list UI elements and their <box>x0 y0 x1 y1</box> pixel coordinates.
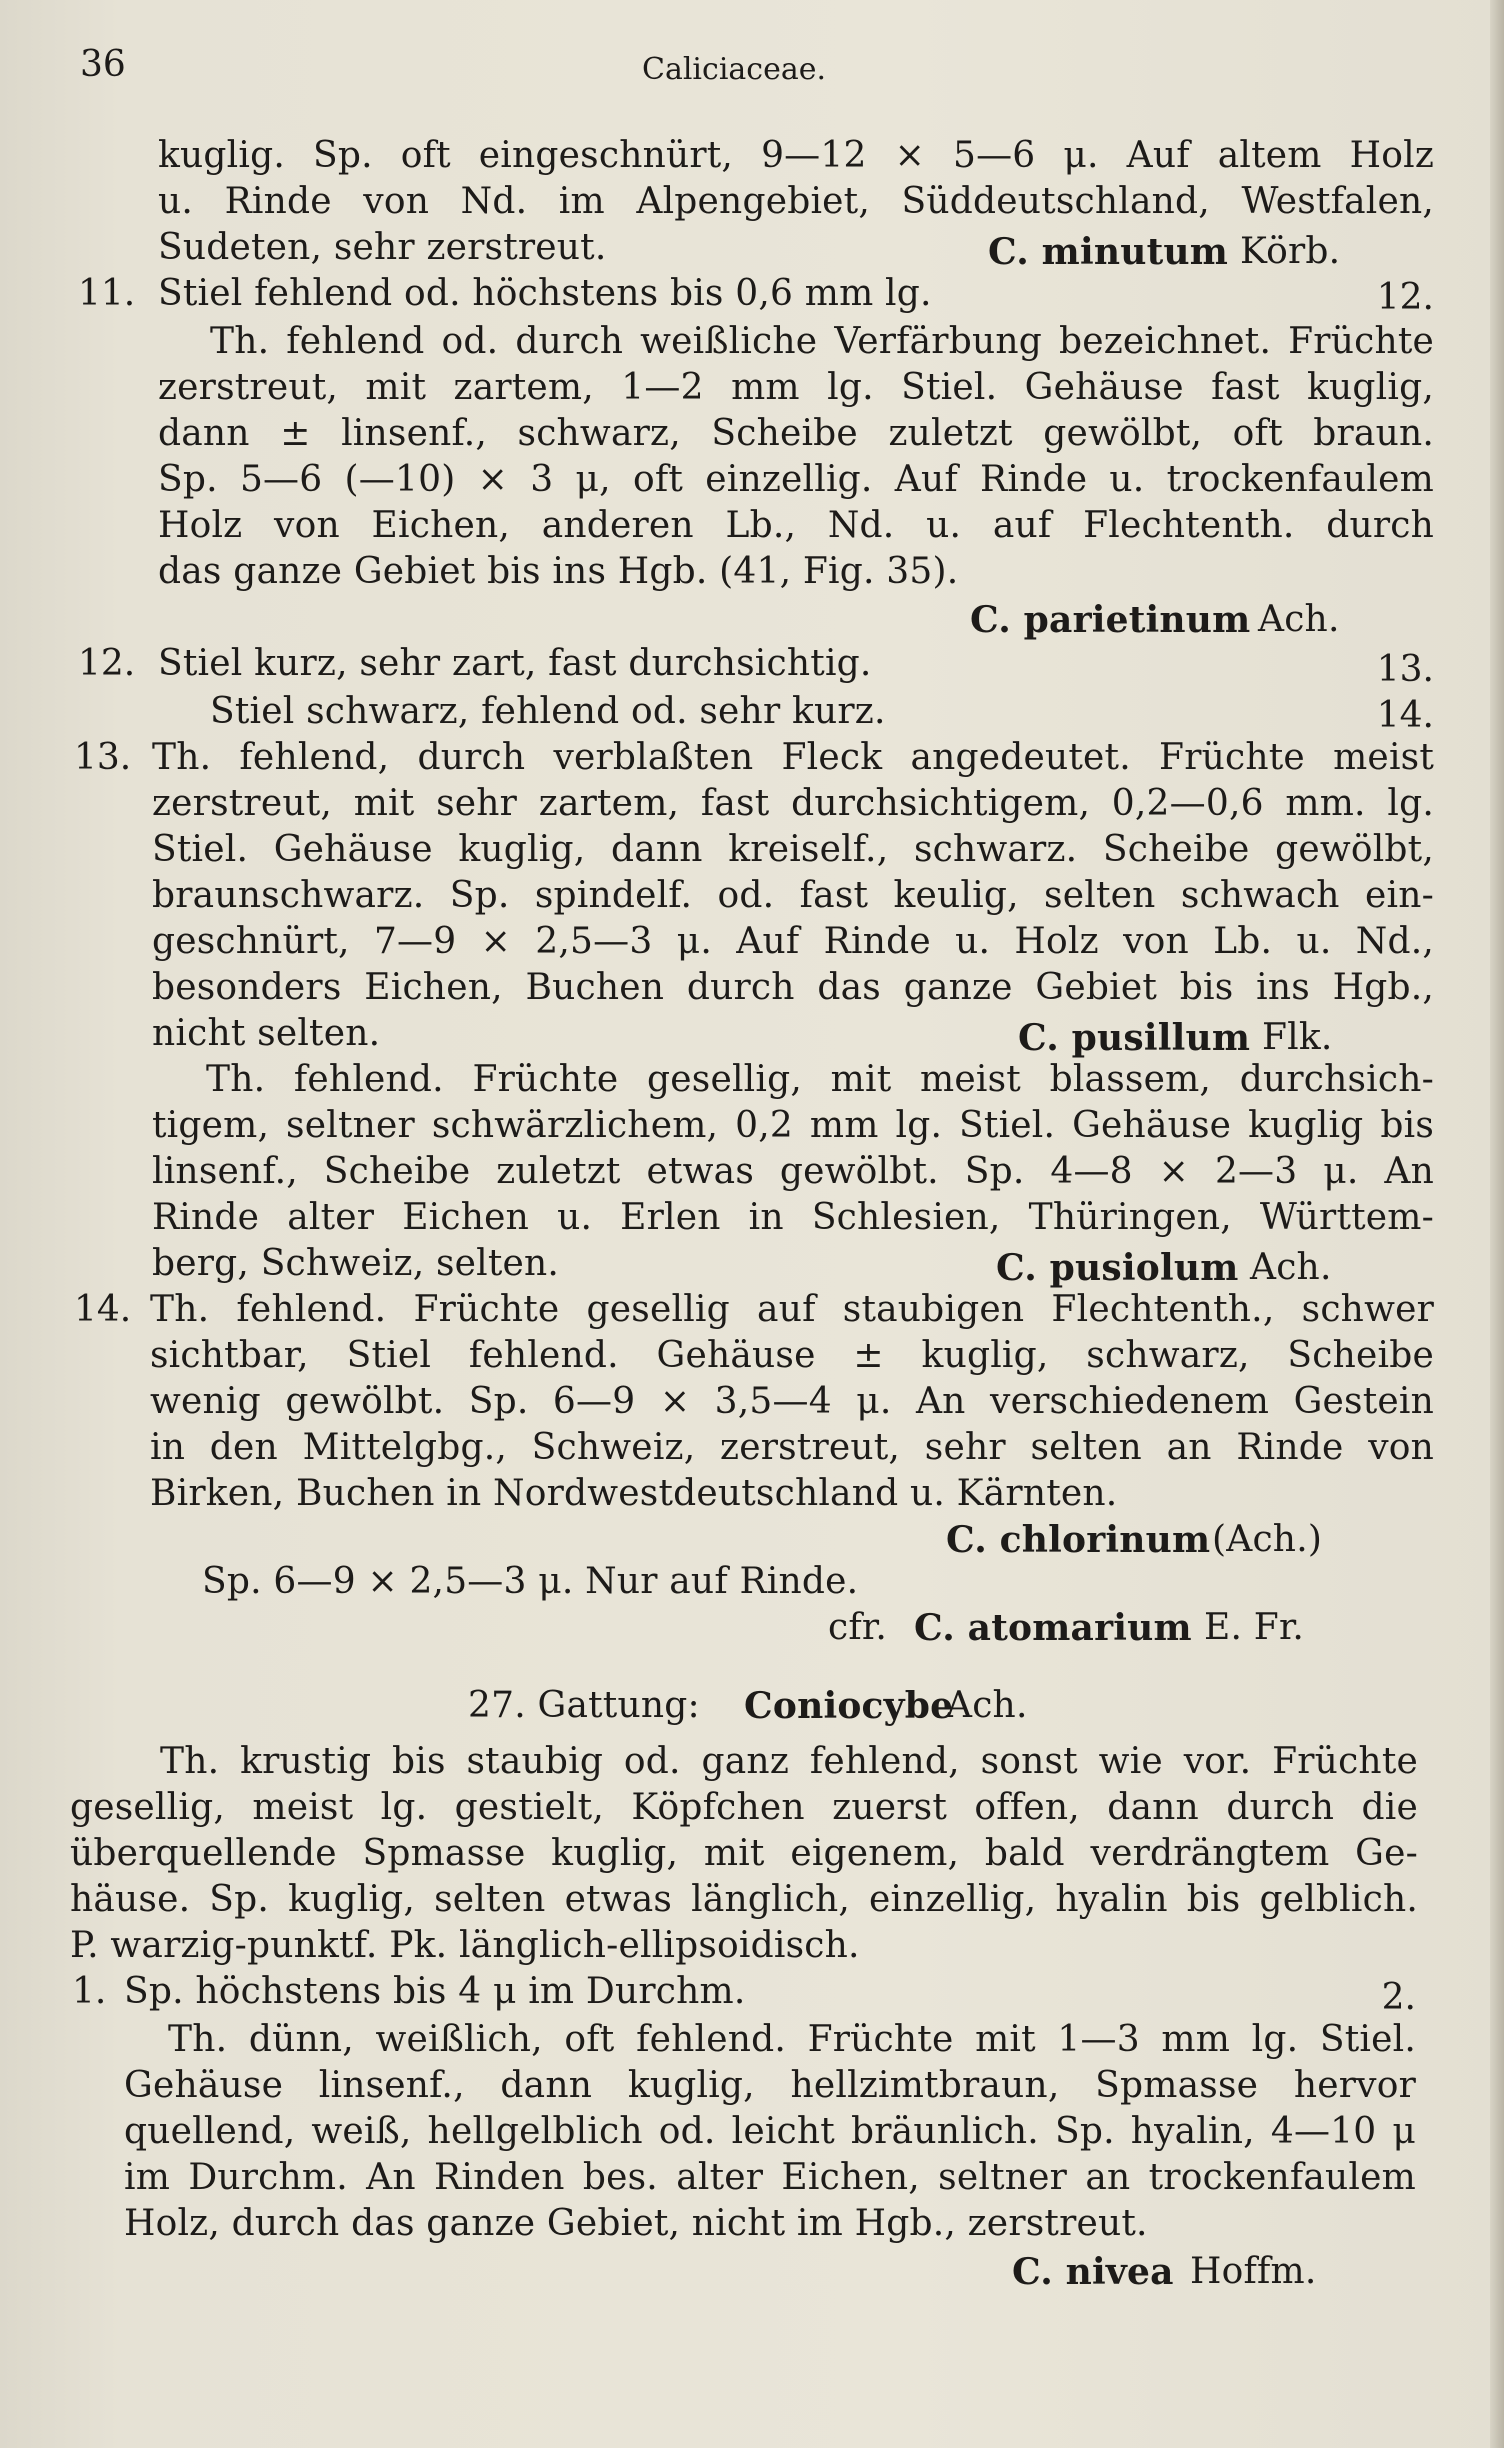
species-author: Hoffm. <box>1190 2251 1317 2292</box>
species-author: Körb. <box>1240 231 1341 272</box>
key-number: 1. <box>72 1971 107 2012</box>
text-line: zerstreut, mit zartem, 1—2 mm lg. Stiel. Gehäuse fast kuglig, <box>158 367 1434 408</box>
text-line: kuglig. Sp. oft eingeschnürt, 9—12 × 5—6 μ. Auf altem Holz <box>158 135 1434 176</box>
genus-author: Ach. <box>946 1685 1028 1726</box>
species-name: C. parietinum <box>970 599 1251 641</box>
text-line: berg, Schweiz, selten. <box>152 1243 560 1284</box>
page-number: 36 <box>80 44 126 85</box>
text-line: tigem, seltner schwärzlichem, 0,2 mm lg. Stiel. Gehäuse kuglig bis <box>152 1105 1434 1146</box>
page-edge-shadow <box>1490 0 1504 2448</box>
key-lead: 14. <box>1376 695 1434 736</box>
key-lead: 2. <box>1381 1977 1416 2018</box>
text-line: braunschwarz. Sp. spindelf. od. fast keulig, selten schwach ein- <box>152 875 1434 916</box>
text-line: Birken, Buchen in Nordwestdeutschland u. Kärnten. <box>150 1473 1118 1514</box>
text-line: Stiel schwarz, fehlend od. sehr kurz. <box>210 691 886 732</box>
species-name: C. minutum <box>988 231 1229 273</box>
text-line: wenig gewölbt. Sp. 6—9 × 3,5—4 μ. An verschiedenem Gestein <box>150 1381 1434 1422</box>
species-author: E. Fr. <box>1204 1607 1305 1648</box>
text-line: quellend, weiß, hellgelblich od. leicht bräunlich. Sp. hyalin, 4—10 μ <box>124 2111 1416 2152</box>
text-line: zerstreut, mit sehr zartem, fast durchsichtigem, 0,2—0,6 mm. lg. <box>152 783 1434 824</box>
text-line: Sp. 5—6 (—10) × 3 μ, oft einzellig. Auf Rinde u. trockenfaulem <box>158 459 1434 500</box>
species-name: C. nivea <box>1012 2251 1174 2293</box>
text-line: häuse. Sp. kuglig, selten etwas länglich, einzellig, hyalin bis gelblich. <box>70 1879 1418 1920</box>
text-line: gesellig, meist lg. gestielt, Köpfchen zuerst offen, dann durch die <box>70 1787 1418 1828</box>
genus-heading-label: 27. Gattung: <box>468 1685 700 1726</box>
text-line: u. Rinde von Nd. im Alpengebiet, Süddeutschland, Westfalen, <box>158 181 1434 222</box>
text-line: geschnürt, 7—9 × 2,5—3 μ. Auf Rinde u. Holz von Lb. u. Nd., <box>152 921 1434 962</box>
key-number: 14. <box>74 1289 132 1330</box>
species-author: Ach. <box>1258 599 1340 640</box>
text-line: Th. fehlend. Früchte gesellig, mit meist blassem, durchsich- <box>206 1059 1434 1100</box>
text-line: linsenf., Scheibe zuletzt etwas gewölbt. Sp. 4—8 × 2—3 μ. An <box>152 1151 1434 1192</box>
text-line: Th. fehlend. Früchte gesellig auf staubigen Flechtenth., schwer <box>150 1289 1434 1330</box>
text-line: überquellende Spmasse kuglig, mit eigenem, bald verdrängtem Ge- <box>70 1833 1418 1874</box>
key-lead: 12. <box>1376 277 1434 318</box>
text-line: Sudeten, sehr zerstreut. <box>158 227 607 268</box>
text-line: Th. fehlend od. durch weißliche Verfärbung bezeichnet. Früchte <box>210 321 1434 362</box>
text-line: Gehäuse linsenf., dann kuglig, hellzimtbraun, Spmasse hervor <box>124 2065 1416 2106</box>
text-line: Holz von Eichen, anderen Lb., Nd. u. auf Flechtenth. durch <box>158 505 1434 546</box>
text-line: Holz, durch das ganze Gebiet, nicht im Hgb., zerstreut. <box>124 2203 1148 2244</box>
text-line: Sp. 6—9 × 2,5—3 μ. Nur auf Rinde. <box>202 1561 859 1602</box>
text-line: nicht selten. <box>152 1013 381 1054</box>
species-author: Flk. <box>1262 1017 1333 1058</box>
text-line: Th. dünn, weißlich, oft fehlend. Früchte mit 1—3 mm lg. Stiel. <box>168 2019 1416 2060</box>
genus-name: Coniocybe <box>744 1685 954 1727</box>
species-author: Ach. <box>1250 1247 1332 1288</box>
text-line: in den Mittelgbg., Schweiz, zerstreut, sehr selten an Rinde von <box>150 1427 1434 1468</box>
text-line: sichtbar, Stiel fehlend. Gehäuse ± kuglig, schwarz, Scheibe <box>150 1335 1434 1376</box>
text-line: Sp. höchstens bis 4 μ im Durchm. <box>124 1971 746 2012</box>
text-line: Stiel kurz, sehr zart, fast durchsichtig. <box>158 643 872 684</box>
text-line: Rinde alter Eichen u. Erlen in Schlesien, Thüringen, Württem- <box>152 1197 1434 1238</box>
text-line: Th. krustig bis staubig od. ganz fehlend, sonst wie vor. Früchte <box>160 1741 1418 1782</box>
species-name: C. pusillum <box>1018 1017 1251 1059</box>
text-line: Stiel fehlend od. höchstens bis 0,6 mm lg. <box>158 273 932 314</box>
species-name: C. pusiolum <box>996 1247 1239 1289</box>
text-line: cfr. <box>828 1607 887 1648</box>
text-line: Stiel. Gehäuse kuglig, dann kreiself., schwarz. Scheibe gewölbt, <box>152 829 1434 870</box>
text-line: Th. fehlend, durch verblaßten Fleck angedeutet. Früchte meist <box>152 737 1434 778</box>
key-number: 13. <box>74 737 132 778</box>
key-number: 11. <box>78 273 136 314</box>
key-lead: 13. <box>1376 649 1434 690</box>
text-line: besonders Eichen, Buchen durch das ganze Gebiet bis ins Hgb., <box>152 967 1434 1008</box>
species-author: (Ach.) <box>1212 1519 1323 1560</box>
key-number: 12. <box>78 643 136 684</box>
species-name: C. chlorinum <box>946 1519 1211 1561</box>
running-title: Caliciaceae. <box>642 52 827 87</box>
species-name: C. atomarium <box>914 1607 1192 1649</box>
text-line: dann ± linsenf., schwarz, Scheibe zuletzt gewölbt, oft braun. <box>158 413 1434 454</box>
text-line: im Durchm. An Rinden bes. alter Eichen, seltner an trockenfaulem <box>124 2157 1416 2198</box>
text-line: P. warzig-punktf. Pk. länglich-ellipsoidisch. <box>70 1925 860 1966</box>
text-line: das ganze Gebiet bis ins Hgb. (41, Fig. 35). <box>158 551 959 592</box>
